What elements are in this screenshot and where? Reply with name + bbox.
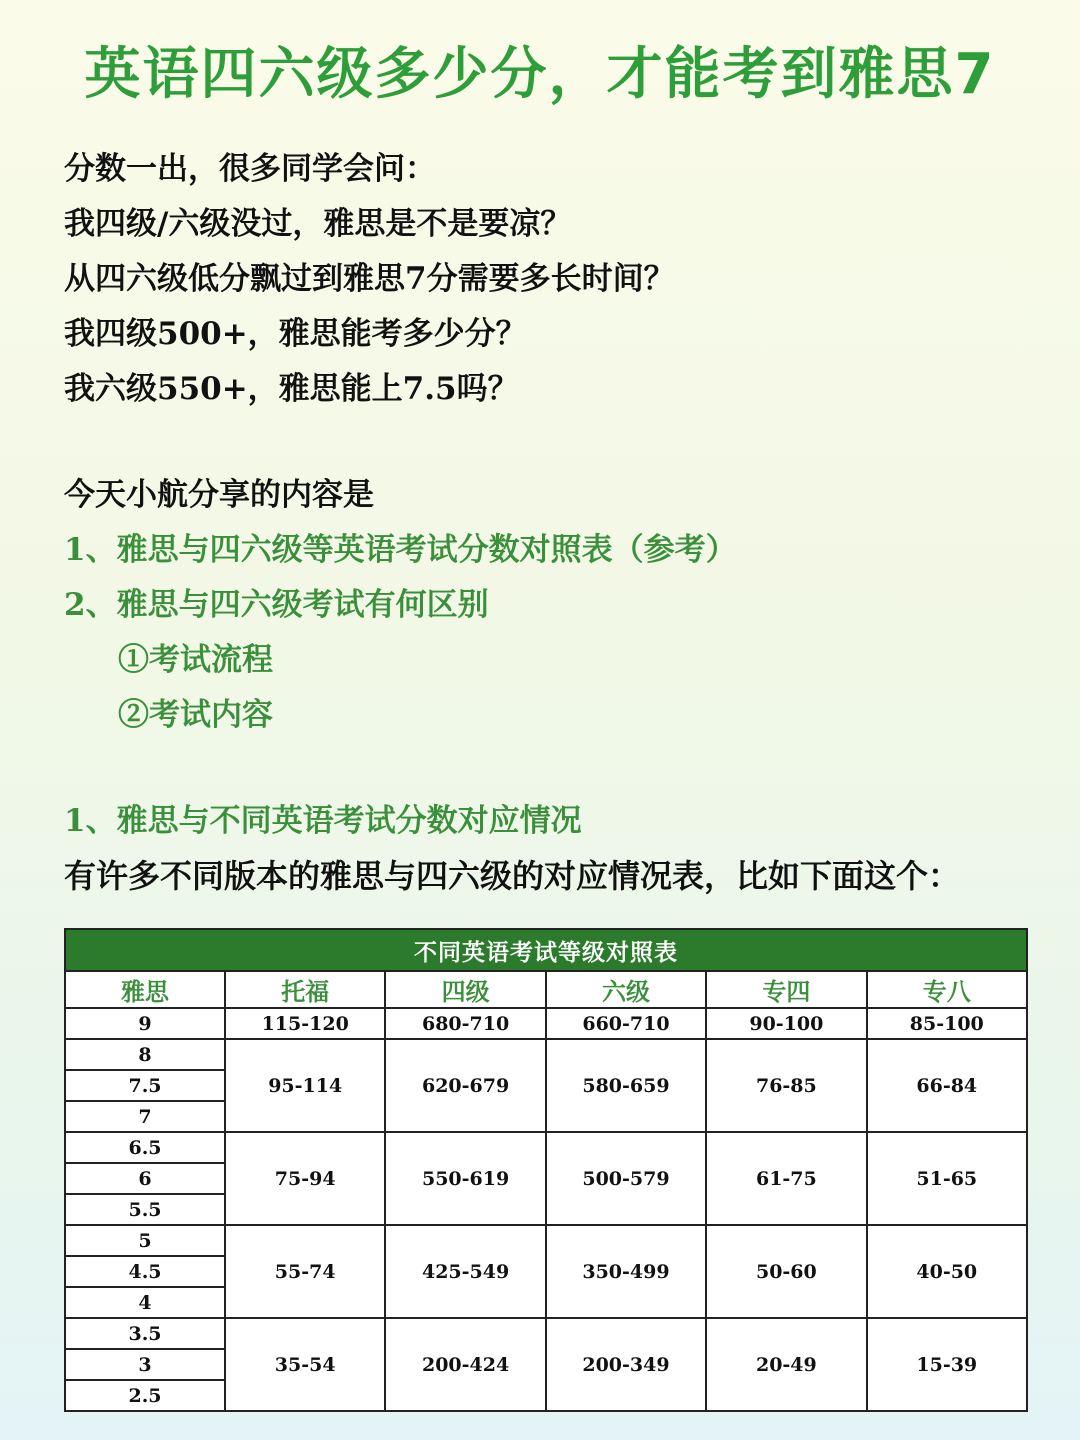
cell-tem4: 20-49: [706, 1318, 866, 1411]
table-row: [65, 1318, 1027, 1349]
cell-ielts: 9: [65, 1008, 225, 1039]
cell-toefl: 55-74: [225, 1225, 385, 1318]
table-row: [65, 1008, 1027, 1039]
cell-ielts: 2.5: [65, 1380, 225, 1411]
cell-toefl: 35-54: [225, 1318, 385, 1411]
header-cet4: 四级: [385, 971, 545, 1008]
today-content: [64, 468, 737, 743]
header-tem8: 专八: [867, 971, 1027, 1008]
cell-cet6: 200-349: [546, 1318, 706, 1411]
intro-line: 分数一出，很多同学会问：: [64, 151, 436, 187]
cell-cet4: 200-424: [385, 1318, 545, 1411]
cell-ielts: 6.5: [65, 1132, 225, 1163]
cell-toefl: 95-114: [225, 1039, 385, 1132]
section-1-heading: 1、雅思与不同英语考试分数对应情况: [64, 803, 582, 839]
table-row: [65, 1132, 1027, 1163]
cell-cet6: 660-710: [546, 1008, 706, 1039]
score-comparison-table: [64, 928, 1028, 1412]
cell-ielts: 3.5: [65, 1318, 225, 1349]
cell-toefl: 115-120: [225, 1008, 385, 1039]
cell-toefl: 75-94: [225, 1132, 385, 1225]
outline-item-2: 2、雅思与四六级考试有何区别: [64, 587, 489, 623]
cell-cet4: 425-549: [385, 1225, 545, 1318]
intro-line: 我六级550+，雅思能上7.5吗？: [64, 371, 519, 407]
section-1-description: 有许多不同版本的雅思与四六级的对应情况表，比如下面这个：: [64, 857, 961, 895]
cell-ielts: 3: [65, 1349, 225, 1380]
today-heading: 今天小航分享的内容是: [64, 477, 374, 513]
cell-ielts: 7: [65, 1101, 225, 1132]
table-row: [65, 1225, 1027, 1256]
cell-tem8: 15-39: [867, 1318, 1027, 1411]
intro-line: 我四级/六级没过，雅思是不是要凉？: [64, 206, 572, 242]
cell-ielts: 5.5: [65, 1194, 225, 1225]
cell-ielts: 5: [65, 1225, 225, 1256]
page-title: 英语四六级多少分，才能考到雅思7: [84, 42, 996, 107]
cell-ielts: 4: [65, 1287, 225, 1318]
cell-cet6: 500-579: [546, 1132, 706, 1225]
intro-questions: [64, 142, 675, 417]
cell-tem8: 66-84: [867, 1039, 1027, 1132]
cell-ielts: 7.5: [65, 1070, 225, 1101]
header-cet6: 六级: [546, 971, 706, 1008]
header-ielts: 雅思: [65, 971, 225, 1008]
cell-tem4: 90-100: [706, 1008, 866, 1039]
outline-subitem-2: ②考试内容: [118, 697, 273, 733]
cell-ielts: 8: [65, 1039, 225, 1070]
intro-line: 我四级500+，雅思能考多少分？: [64, 316, 527, 352]
cell-tem4: 50-60: [706, 1225, 866, 1318]
score-comparison-table-wrapper: [64, 928, 1028, 1412]
cell-cet4: 550-619: [385, 1132, 545, 1225]
table-caption: 不同英语考试等级对照表: [65, 929, 1027, 971]
cell-tem8: 85-100: [867, 1008, 1027, 1039]
cell-ielts: 6: [65, 1163, 225, 1194]
outline-item-1: 1、雅思与四六级等英语考试分数对照表（参考）: [64, 532, 737, 568]
cell-tem4: 61-75: [706, 1132, 866, 1225]
intro-line: 从四六级低分飘过到雅思7分需要多长时间？: [64, 261, 675, 297]
header-tem4: 专四: [706, 971, 866, 1008]
cell-cet4: 680-710: [385, 1008, 545, 1039]
header-toefl: 托福: [225, 971, 385, 1008]
cell-tem8: 40-50: [867, 1225, 1027, 1318]
cell-cet6: 350-499: [546, 1225, 706, 1318]
cell-cet4: 620-679: [385, 1039, 545, 1132]
cell-tem4: 76-85: [706, 1039, 866, 1132]
section-1: [64, 794, 960, 904]
table-header-row: [65, 971, 1027, 1008]
cell-ielts: 4.5: [65, 1256, 225, 1287]
cell-cet6: 580-659: [546, 1039, 706, 1132]
outline-subitem-1: ①考试流程: [118, 642, 273, 678]
cell-tem8: 51-65: [867, 1132, 1027, 1225]
table-row: [65, 1039, 1027, 1070]
